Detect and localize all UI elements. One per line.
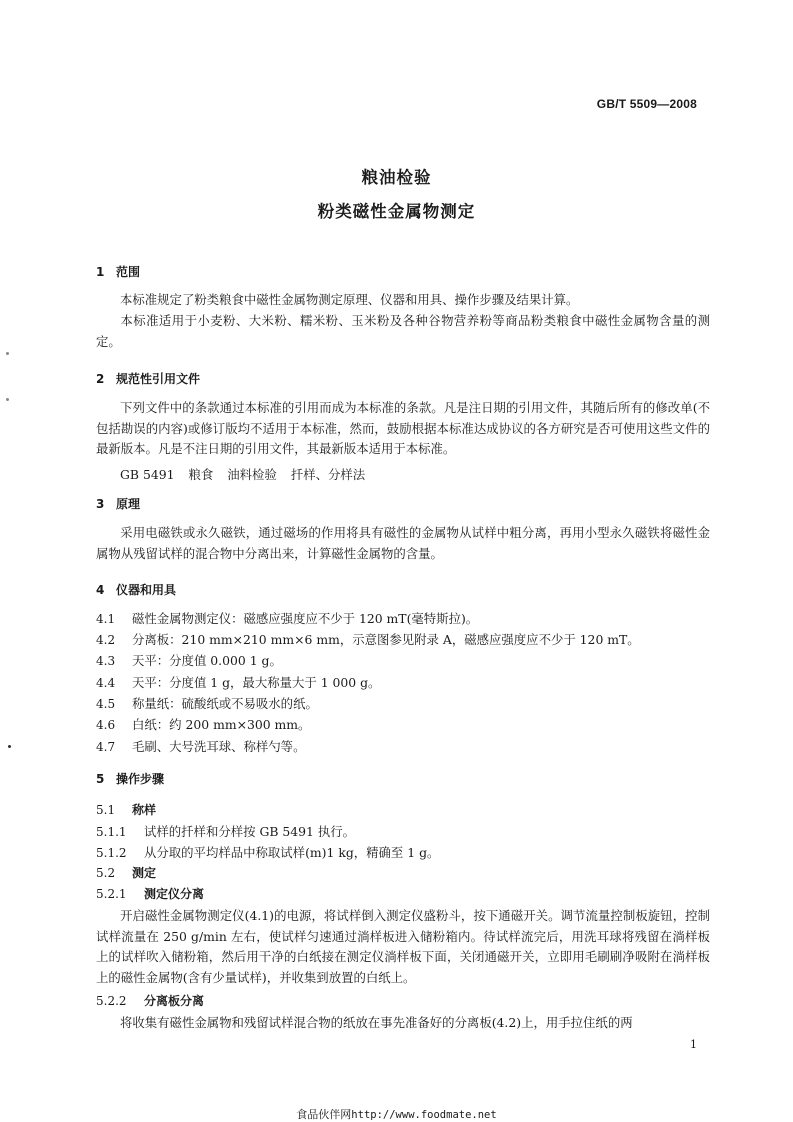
item-number: 4.4 <box>96 676 116 690</box>
subsection-5-1 <box>96 801 156 818</box>
scan-speck <box>6 352 9 355</box>
section-5-2-2-para <box>96 1013 710 1034</box>
title-line-1: 粮油检验 <box>361 168 432 187</box>
subsection-number: 5.2 <box>96 866 116 880</box>
subsection-5-2-2 <box>96 992 204 1009</box>
list-item <box>96 609 478 627</box>
item-text: 天平：分度值 0.000 1 g。 <box>132 653 282 668</box>
section-1-heading <box>96 263 140 280</box>
para-text: 本标准适用于小麦粉、大米粉、糯米粉、玉米粉及各种谷物营养粉等商品粉类粮食中磁性金属物含量的测定。 <box>96 313 710 349</box>
item-text: 称量纸：硫酸纸或不易吸水的纸。 <box>132 696 318 711</box>
item-text: 白纸：约 200 mm×300 mm。 <box>132 717 311 732</box>
section-5-heading <box>96 770 164 787</box>
list-item <box>96 630 640 648</box>
item-text: 毛刷、大号洗耳球、称样勺等。 <box>132 739 306 754</box>
item-text: 天平：分度值 1 g，最大称量大于 1 000 g。 <box>132 675 381 690</box>
subsection-number: 5.2.1 <box>96 887 127 901</box>
list-item <box>96 737 305 755</box>
section-number: 3 <box>96 497 105 511</box>
item-number: 4.1 <box>96 612 116 626</box>
ref-code: GB 5491 <box>120 467 175 482</box>
scan-speck <box>6 398 9 401</box>
section-4-heading <box>96 581 176 598</box>
subsection-number: 5.1.2 <box>96 846 127 860</box>
section-number: 2 <box>96 372 105 386</box>
subsection-title: 称样 <box>132 803 157 817</box>
list-item <box>96 694 318 712</box>
normative-reference <box>120 465 379 483</box>
subsection-title: 测定 <box>132 866 157 880</box>
item-number: 4.6 <box>96 718 116 732</box>
section-2-para-1 <box>96 398 710 460</box>
subsection-number: 5.2.2 <box>96 994 127 1008</box>
subsection-5-1-1 <box>96 822 355 840</box>
page-number: 1 <box>690 1038 697 1051</box>
list-item <box>96 715 310 733</box>
subsection-5-2-1 <box>96 885 204 902</box>
section-title: 范围 <box>116 265 141 279</box>
section-title: 原理 <box>116 497 141 511</box>
item-text: 磁性金属物测定仪：磁感应强度应不少于 120 mT(毫特斯拉)。 <box>132 611 479 626</box>
list-item <box>96 651 282 669</box>
item-number: 4.2 <box>96 633 116 647</box>
subsection-title: 测定仪分离 <box>144 887 205 901</box>
subsection-5-1-2 <box>96 843 439 861</box>
section-title: 操作步骤 <box>116 772 165 786</box>
para-text: 采用电磁铁或永久磁铁，通过磁场的作用将具有磁性的金属物从试样中粗分离，再用小型永久磁铁将磁性金属物从残留试样的混合物中分离出来，计算磁性金属物的含量。 <box>96 525 710 561</box>
subsection-number: 5.1 <box>96 803 116 817</box>
section-3-para-1 <box>96 523 710 564</box>
section-5-2-1-para <box>96 906 710 988</box>
section-1-para-2 <box>96 311 710 352</box>
subsection-text: 从分取的平均样品中称取试样(m)1 kg，精确至 1 g。 <box>144 845 440 860</box>
section-2-heading <box>96 370 200 387</box>
section-number: 4 <box>96 583 105 597</box>
ref-part-b: 油料检验 <box>227 467 277 482</box>
subsection-text: 试样的扦样和分样按 GB 5491 执行。 <box>144 824 356 839</box>
item-text: 分离板：210 mm×210 mm×6 mm，示意图参见附录 A，磁感应强度应不少于 120 mT。 <box>132 632 640 647</box>
item-number: 4.7 <box>96 740 116 754</box>
list-item <box>96 673 380 691</box>
subsection-number: 5.1.1 <box>96 825 127 839</box>
standard-code: GB/T 5509—2008 <box>596 97 697 111</box>
subsection-5-2 <box>96 864 156 881</box>
footer <box>0 1106 793 1122</box>
para-text: 将收集有磁性金属物和残留试样混合物的纸放在事先准备好的分离板(4.2)上，用手拉住纸的两 <box>120 1015 633 1030</box>
section-1-para-1 <box>96 290 710 311</box>
para-text: 开启磁性金属物测定仪(4.1)的电源，将试样倒入测定仪盛粉斗，按下通磁开关。调节流量控制板旋钮，控制试样流量在 250 g/min 左右，使试样匀速通过淌样板进入储粉箱内。待试样流完后，用洗耳球将残留在淌样板上的试样吹入储粉箱，然后用干净的白纸接在测定仪淌样板下面，关闭通磁开关，立即用毛刷刷净吸附在淌样板上的磁性金属物(含有少量试样)，并收集到放置的白纸上。 <box>96 908 710 985</box>
scan-speck <box>8 745 11 748</box>
ref-part-a: 粮食 <box>188 467 214 482</box>
para-text: 下列文件中的条款通过本标准的引用而成为本标准的条款。凡是注日期的引用文件，其随后所有的修改单(不包括勘误的内容)或修订版均不适用于本标准，然而，鼓励根据本标准达成协议的各方研究是否可使用这些文件的最新版本。凡是不注日期的引用文件，其最新版本适用于本标准。 <box>96 400 710 456</box>
title-line-2: 粉类磁性金属物测定 <box>317 202 476 221</box>
item-number: 4.5 <box>96 697 116 711</box>
section-3-heading <box>96 495 140 512</box>
footer-site: 食品伙伴网 <box>296 1108 352 1121</box>
ref-part-c: 扦样、分样法 <box>290 467 366 482</box>
section-number: 5 <box>96 772 105 786</box>
subsection-title: 分离板分离 <box>144 994 205 1008</box>
section-title: 规范性引用文件 <box>116 372 201 386</box>
section-title: 仪器和用具 <box>116 583 177 597</box>
section-number: 1 <box>96 265 105 279</box>
para-text: 本标准规定了粉类粮食中磁性金属物测定原理、仪器和用具、操作步骤及结果计算。 <box>120 292 579 307</box>
footer-url[interactable]: http://www.foodmate.net <box>351 1109 497 1121</box>
item-number: 4.3 <box>96 654 116 668</box>
